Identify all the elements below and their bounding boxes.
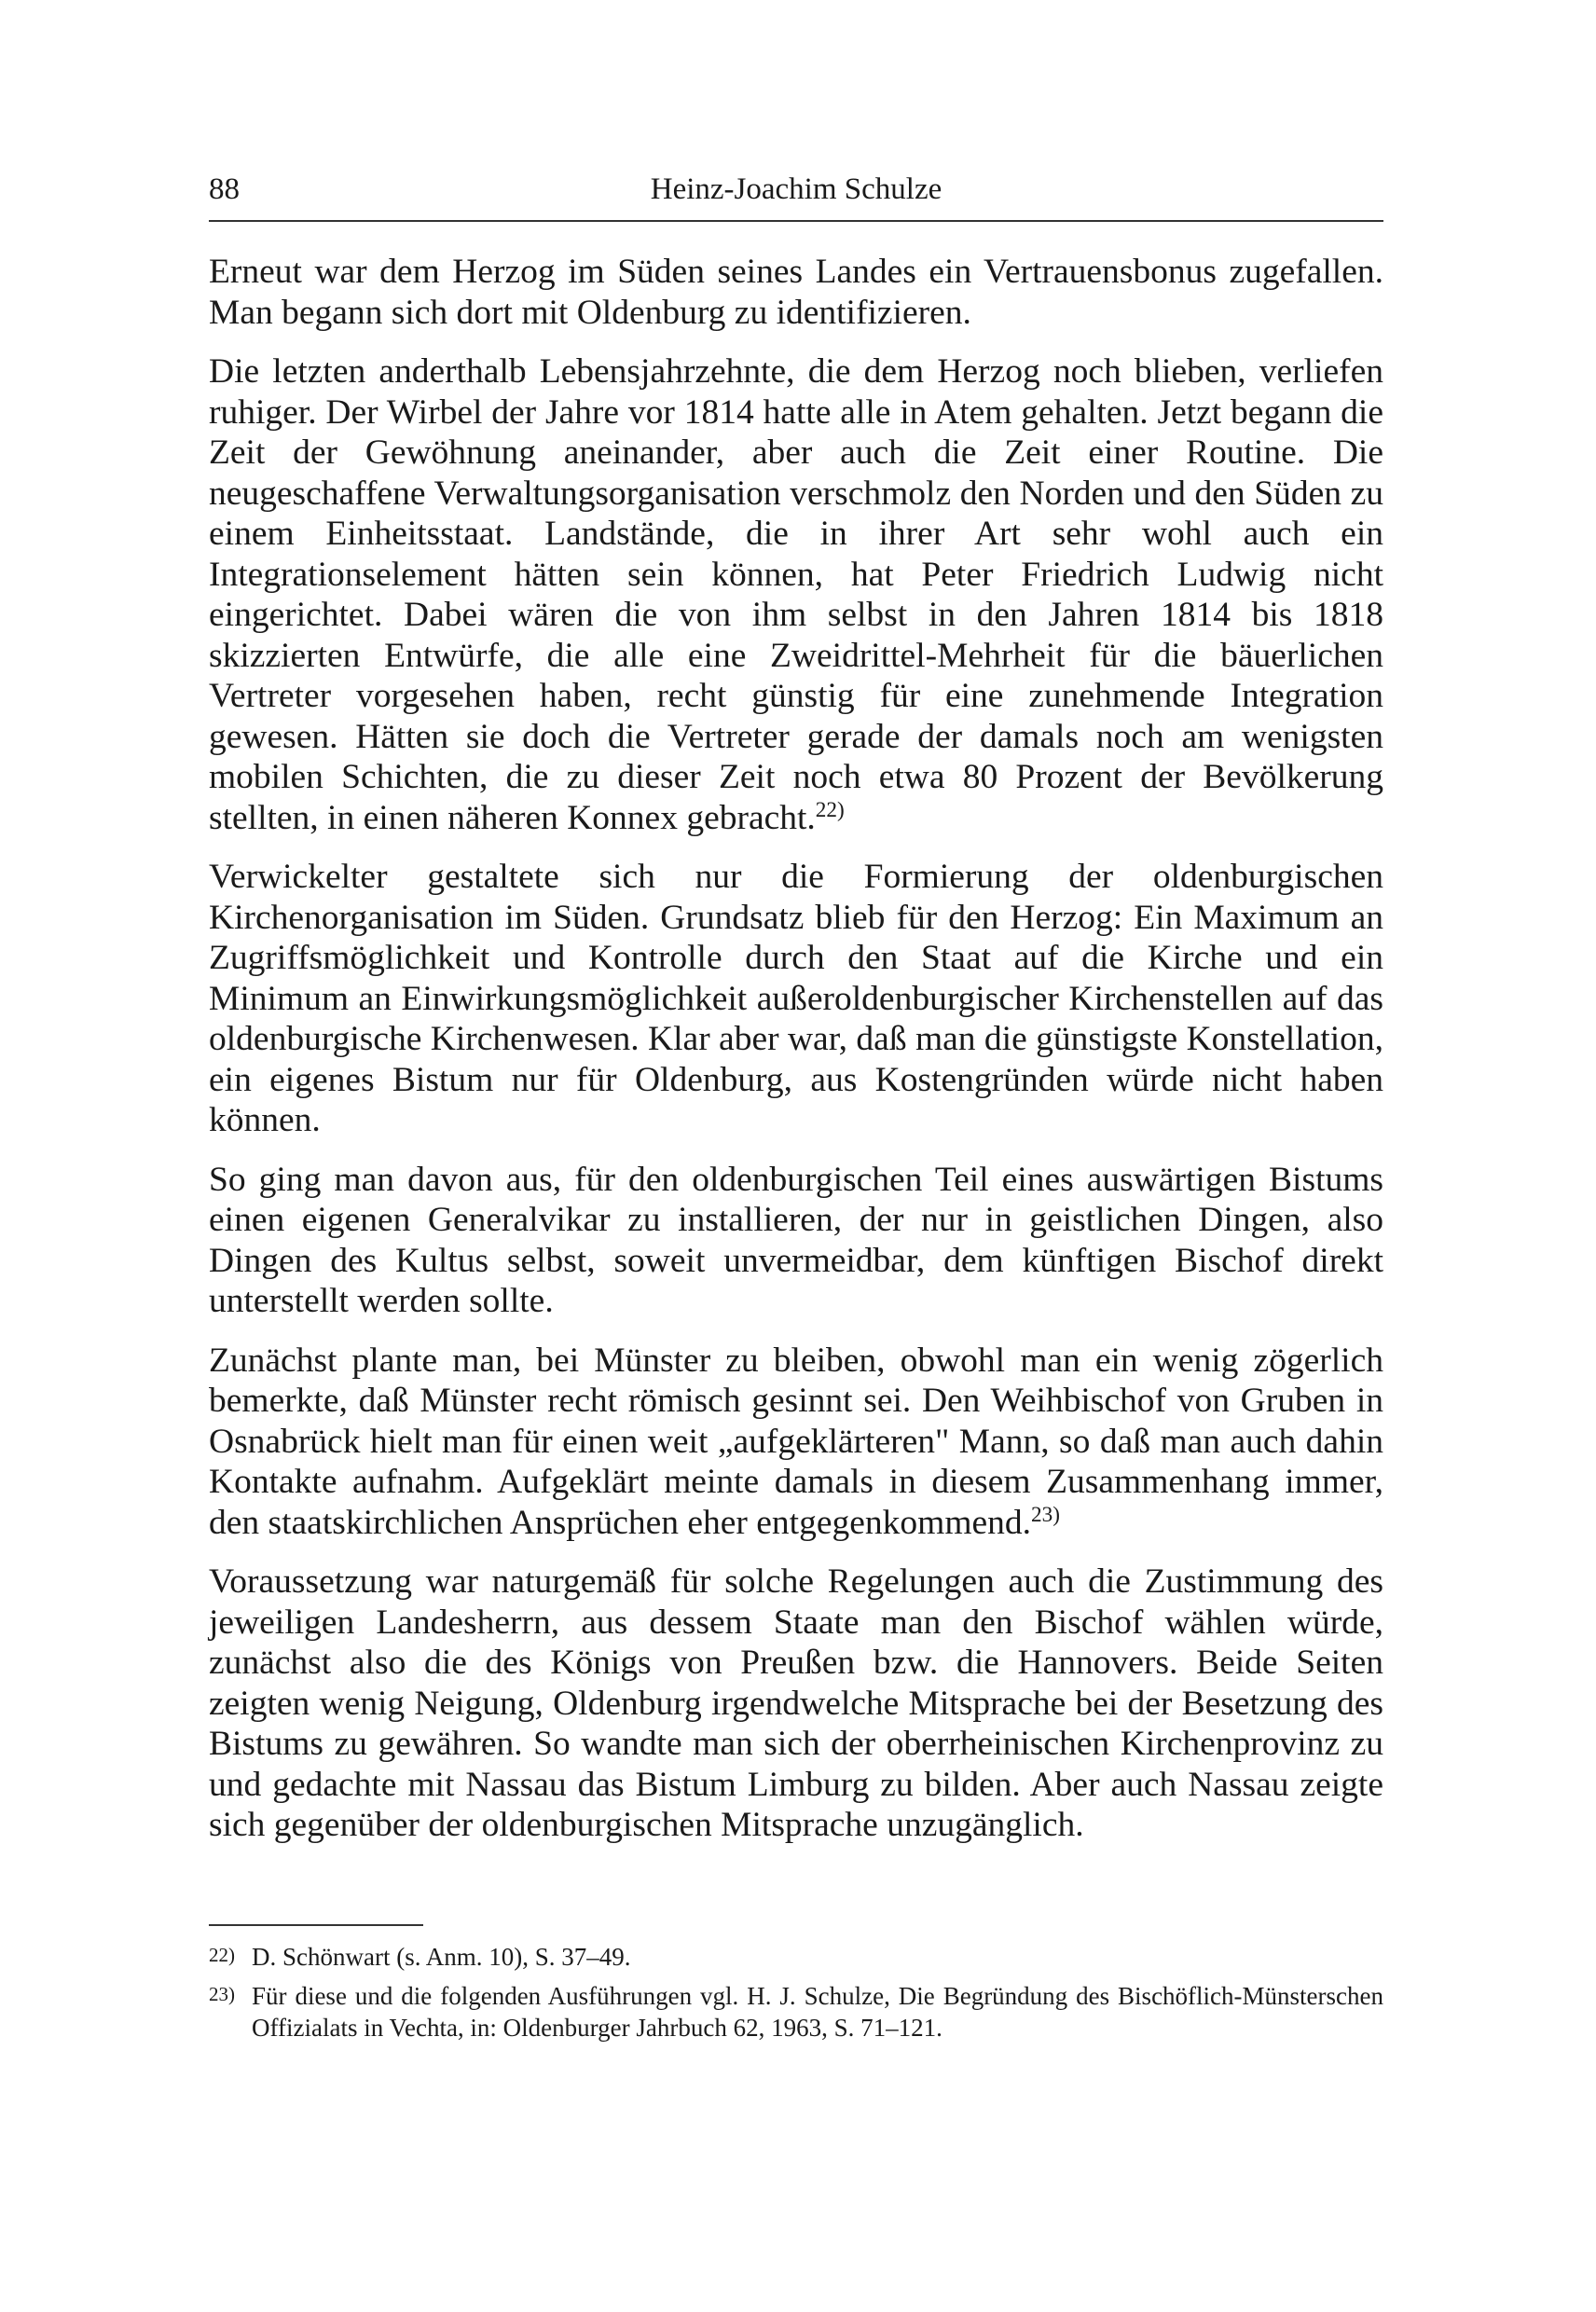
body-text	[209, 252, 1383, 1865]
footnote	[209, 1980, 1383, 2044]
paragraph	[209, 1160, 1383, 1322]
paragraph	[209, 351, 1383, 838]
paragraph	[209, 857, 1383, 1141]
paragraph-text: So ging man davon aus, für den oldenburgischen Teil eines auswärtigen Bistums einen eigenen Generalvikar zu installieren, der nur in geistlichen Dingen, also Dingen des Kultus selbst, soweit unvermeidbar, dem künftigen Bischof direkt unterstellt werden sollte.	[209, 1160, 1383, 1320]
paragraph	[209, 1341, 1383, 1544]
page-number: 88	[209, 172, 240, 206]
footnote-text: Für diese und die folgenden Ausführungen vgl. H. J. Schulze, Die Begründung des Bischöflich-Münsterschen Offizialats in Vechta, in: Oldenburger Jahrbuch 62, 1963, S. 71–121.	[252, 1982, 1383, 2042]
footnote-text: D. Schönwart (s. Anm. 10), S. 37–49.	[252, 1943, 631, 1971]
paragraph	[209, 1562, 1383, 1846]
footnotes	[209, 1941, 1383, 2051]
footnote-reference[interactable]: 22)	[815, 797, 845, 822]
header-rule	[209, 220, 1383, 222]
footnote-marker: 23)	[209, 1983, 235, 2005]
paragraph-text: Die letzten anderthalb Lebensjahrzehnte, die dem Herzog noch blieben, verliefen ruhiger. Der Wirbel der Jahre vor 1814 hatte alle in Atem gehalten. Jetzt begann die Zeit der Gewöhnung aneinander, aber auch die Zeit einer Routine. Die neugeschaffene Verwaltungsorganisation verschmolz den Norden und den Süden zu einem Einheitsstaat. Landstände, die in ihrer Art sehr wohl auch ein Integrationselement hätten sein können, hat Peter Friedrich Ludwig nicht eingerichtet. Dabei wären die von ihm selbst in den Jahren 1814 bis 1818 skizzierten Entwürfe, die alle eine Zweidrittel-Mehrheit für die bäuerlichen Vertreter vorgesehen haben, recht günstig für eine zunehmende Integration gewesen. Hätten sie doch die Vertreter gerade der damals noch am wenigsten mobilen Schichten, die zu dieser Zeit noch etwa 80 Prozent der Bevölkerung stellten, in einen näheren Konnex gebracht.	[209, 352, 1383, 837]
paragraph-text: Voraussetzung war naturgemäß für solche Regelungen auch die Zustimmung des jeweiligen Landesherrn, aus dessem Staate man den Bischof wählen würde, zunächst also die des Königs von Preußen bzw. die Hannovers. Beide Seiten zeigten wenig Neigung, Oldenburg irgendwelche Mitsprache bei der Besetzung des Bistums zu gewähren. So wandte man sich der oberrheinischen Kirchenprovinz zu und gedachte mit Nassau das Bistum Limburg zu bilden. Aber auch Nassau zeigte sich gegenüber der oldenburgischen Mitsprache unzugänglich.	[209, 1562, 1383, 1844]
page-header	[209, 166, 1383, 213]
paragraph-text: Erneut war dem Herzog im Süden seines Landes ein Vertrauensbonus zugefallen. Man begann sich dort mit Oldenburg zu identifizieren.	[209, 253, 1383, 332]
paragraph	[209, 252, 1383, 333]
running-head: Heinz-Joachim Schulze	[650, 172, 942, 206]
footnote-marker: 22)	[209, 1944, 235, 1966]
footnote-rule	[209, 1924, 423, 1926]
paragraph-text: Verwickelter gestaltete sich nur die Formierung der oldenburgischen Kirchenorganisation im Süden. Grundsatz blieb für den Herzog: Ein Maximum an Zugriffsmöglichkeit und Kontrolle durch den Staat auf die Kirche und ein Minimum an Einwirkungsmöglichkeit außeroldenburgischer Kirchenstellen auf das oldenburgische Kirchenwesen. Klar aber war, daß man die günstigste Konstellation, ein eigenes Bistum nur für Oldenburg, aus Kostengründen würde nicht haben können.	[209, 858, 1383, 1139]
footnote-reference[interactable]: 23)	[1031, 1502, 1061, 1527]
paragraph-text: Zunächst plante man, bei Münster zu bleiben, obwohl man ein wenig zögerlich bemerkte, daß Münster recht römisch gesinnt sei. Den Weihbischof von Gruben in Osnabrück hielt man für einen weit „aufgeklärteren" Mann, so daß man auch dahin Kontakte aufnahm. Aufgeklärt meinte damals in diesem Zusammenhang immer, den staatskirchlichen Ansprüchen eher entgegenkommend.	[209, 1341, 1383, 1542]
footnote	[209, 1941, 1383, 1973]
